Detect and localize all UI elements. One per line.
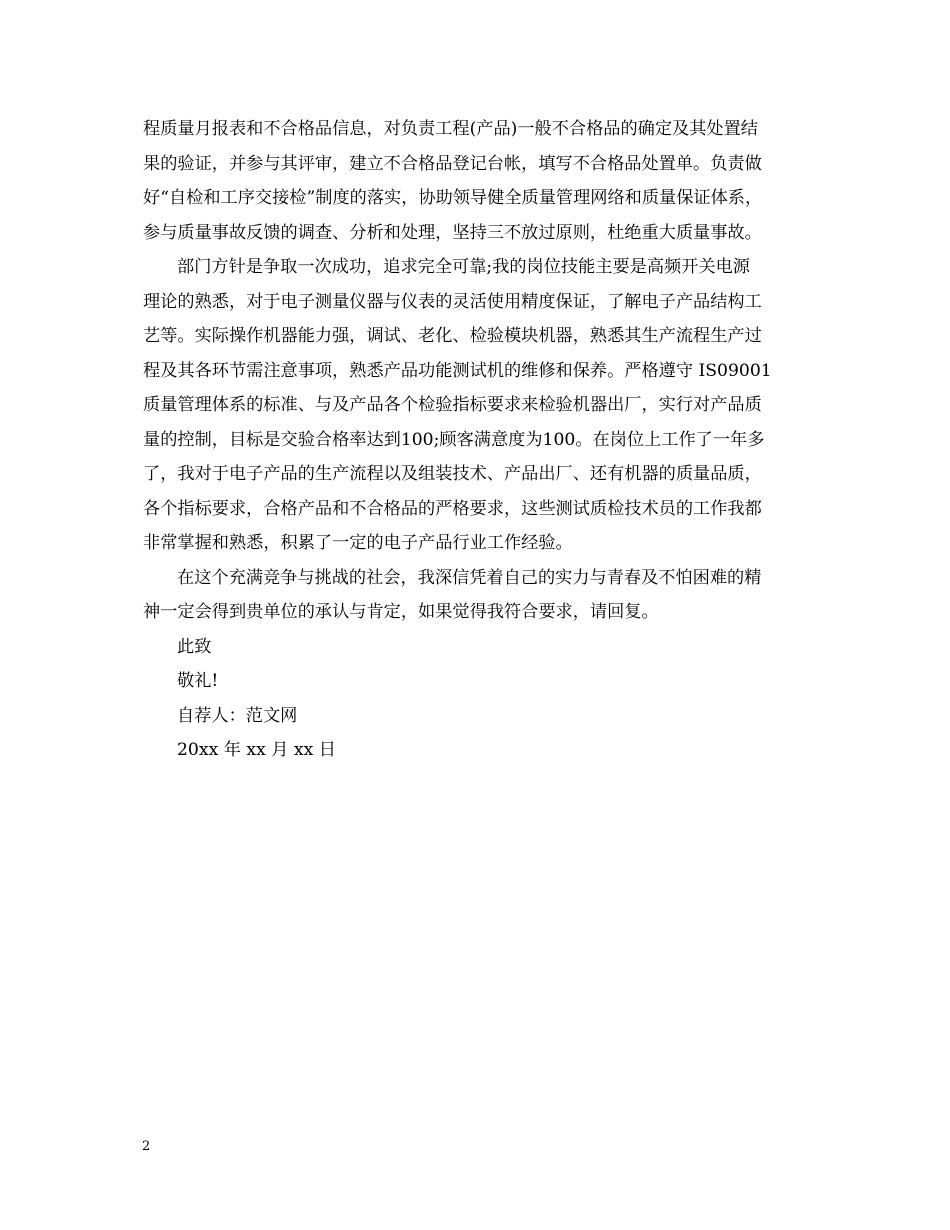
text-line: 艺等。实际操作机器能力强，调试、老化、检验模块机器，熟悉其生产流程生产过	[143, 326, 762, 346]
text-line: 参与质量事故反馈的调查、分析和处理，坚持三不放过原则，杜绝重大质量事故。	[143, 222, 762, 243]
text-line: 程及其各环节需注意事项，熟悉产品功能测试机的维修和保养。严格遵守 IS09001	[143, 360, 772, 381]
text-line: 理论的熟悉，对于电子测量仪器与仪表的灵活使用精度保证，了解电子产品结构工	[143, 291, 762, 312]
page-number: 2	[142, 1139, 151, 1154]
closing-date: 20xx 年 xx 月 xx 日	[177, 740, 336, 760]
text-line: 了，我对于电子产品的生产流程以及组装技术、产品出厂、还有机器的质量品质，	[143, 464, 762, 484]
text-line: 程质量月报表和不合格品信息，对负责工程(产品)一般不合格品的确定及其处置结	[143, 119, 758, 139]
paragraph-2	[143, 250, 823, 561]
text-line: 部门方针是争取一次成功，追求完全可靠;我的岗位技能主要是高频开关电源	[177, 257, 750, 277]
closing-signature: 自荐人：范文网	[177, 705, 298, 726]
letter-body	[143, 112, 823, 768]
closing-regards: 敬礼!	[177, 671, 219, 691]
paragraph-3	[143, 561, 823, 630]
text-line: 好“自检和工序交接检”制度的落实，协助领导健全质量管理网络和质量保证体系，	[143, 188, 763, 208]
text-line: 各个指标要求，合格产品和不合格品的严格要求，这些测试质检技术员的工作我都	[143, 498, 762, 519]
text-line: 神一定会得到贵单位的承认与肯定，如果觉得我符合要求，请回复。	[143, 602, 659, 622]
text-line: 质量管理体系的标准、与及产品各个检验指标要求来检验机器出厂，实行对产品质	[143, 395, 762, 415]
text-line: 在这个充满竞争与挑战的社会，我深信凭着自己的实力与青春及不怕困难的精	[177, 567, 762, 588]
text-line: 量的控制，目标是交验合格率达到100;顾客满意度为100。在岗位上工作了一年多	[143, 429, 765, 450]
paragraph-1	[143, 112, 823, 250]
text-line: 非常掌握和熟悉，积累了一定的电子产品行业工作经验。	[143, 533, 573, 553]
letter-closing	[143, 630, 823, 768]
text-line: 果的验证，并参与其评审，建立不合格品登记台帐，填写不合格品处置单。负责做	[143, 153, 762, 174]
closing-salutation: 此致	[177, 636, 212, 657]
